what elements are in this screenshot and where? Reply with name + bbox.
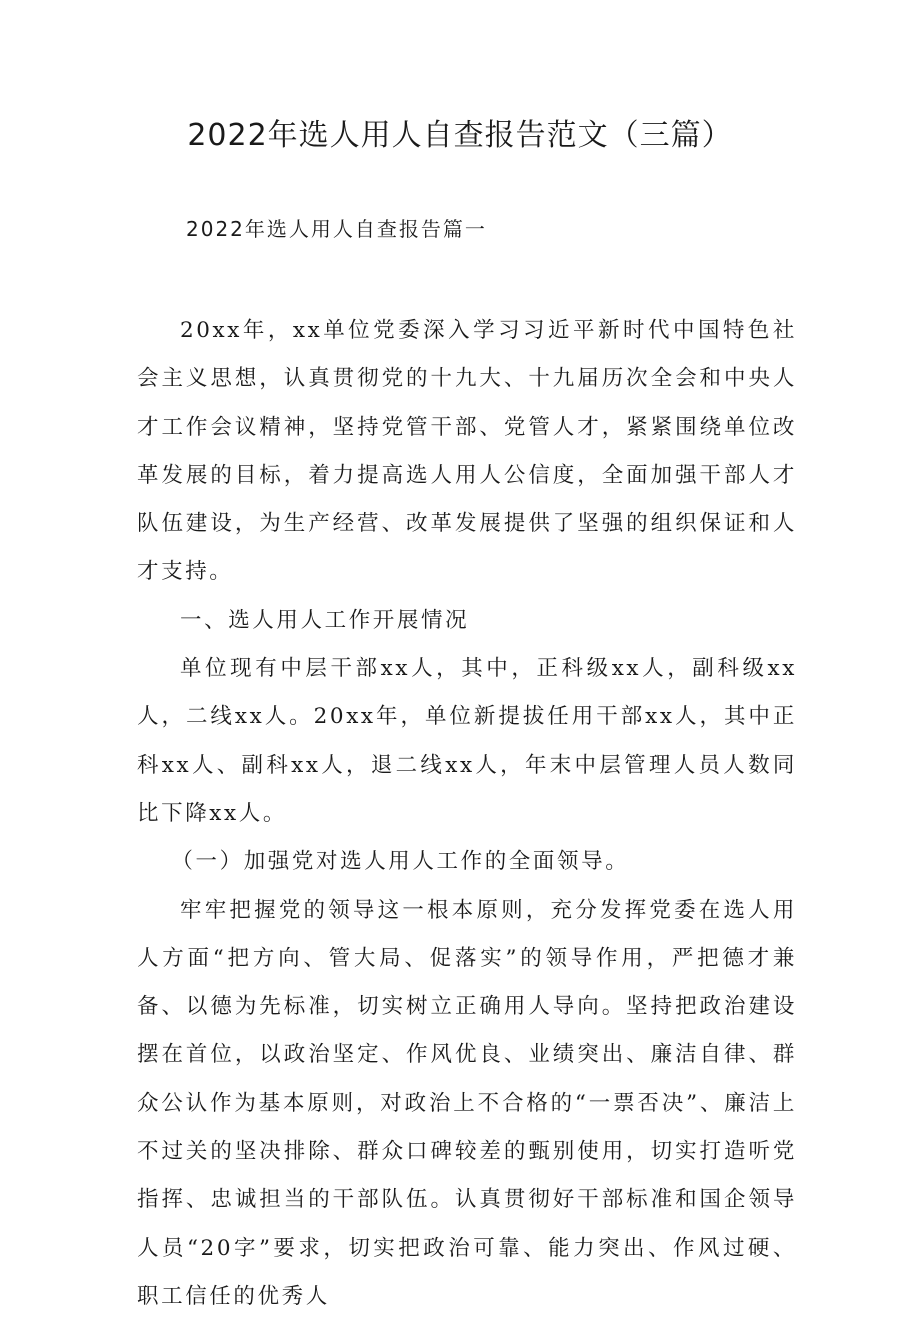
section-subtitle: 2022年选人用人自查报告篇一 [186,217,487,241]
document-title: 2022年选人用人自查报告范文（三篇） [187,118,733,153]
paragraph-intro: 20xx年，xx单位党委深入学习习近平新时代中国特色社会主义思想，认真贯彻党的十九大、十九届历次全会和中央人才工作会议精神，坚持党管干部、党管人才，紧紧围绕单位改革发展的目标，着力提高选人用人公信度，全面加强干部人才队伍建设，为生产经营、改革发展提供了坚强的组织保证和人才支持。 [137,318,797,585]
paragraph-staff-stats: 单位现有中层干部xx人，其中，正科级xx人，副科级xx人，二线xx人。20xx年，单位新提拔任用干部xx人，其中正科xx人、副科xx人，退二线xx人，年末中层管理人员人数同比下降xx人。 [137,656,797,826]
section-heading-1: 一、选人用人工作开展情况 [180,607,470,633]
subsection-heading-1: （一）加强党对选人用人工作的全面领导。 [171,849,630,875]
document-body [137,307,797,1321]
paragraph-leadership: 牢牢把握党的领导这一根本原则，充分发挥党委在选人用人方面“把方向、管大局、促落实”的领导作用，严把德才兼备、以德为先标准，切实树立正确用人导向。坚持把政治建设摆在首位，以政治坚定、作风优良、业绩突出、廉洁自律、群众公认作为基本原则，对政治上不合格的“一票否决”、廉洁上不过关的坚决排除、群众口碑较差的甄别使用，切实打造听党指挥、忠诚担当的干部队伍。认真贯彻好干部标准和国企领导人员“20字”要求，切实把政治可靠、能力突出、作风过硬、职工信任的优秀人 [137,897,797,1309]
